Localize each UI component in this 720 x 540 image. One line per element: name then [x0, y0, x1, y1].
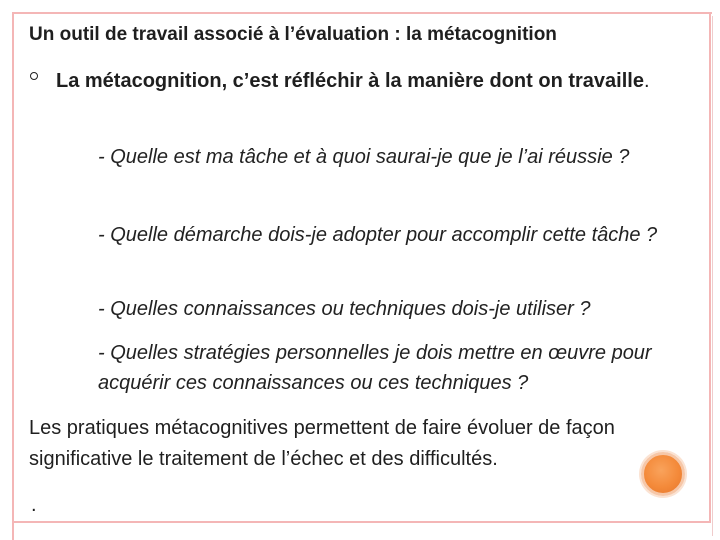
bullet-text-bold: La métacognition, c’est réfléchir à la manière dont on travaille	[56, 70, 644, 92]
trailing-dot: .	[31, 494, 37, 516]
frame-right-border	[709, 12, 711, 522]
bullet-text-tail: .	[643, 70, 650, 92]
sub-item-2: - Quelle démarche dois-je adopter pour accomplir cette tâche ?	[98, 224, 658, 246]
frame-top-border	[12, 12, 712, 14]
slide-title: Un outil de travail associé à l’évaluation : la métacognition	[29, 24, 557, 45]
sub-item-4: - Quelles stratégies personnelles je dois mettre en œuvre pour acquérir ces connaissances ou ces techniques ?	[98, 342, 652, 394]
frame-bottom-border	[12, 521, 711, 523]
sub-item-1: - Quelle est ma tâche et à quoi saurai-je que je l’ai réussie ?	[98, 146, 630, 168]
frame-left-border	[12, 12, 14, 540]
bullet-circle-icon	[30, 72, 38, 80]
bullet-text	[56, 66, 696, 97]
body-paragraph: Les pratiques métacognitives permettent de faire évoluer de façon significative le traitement de l’échec et des difficultés.	[29, 417, 615, 470]
sub-item-3: - Quelles connaissances ou techniques dois-je utiliser ?	[98, 298, 591, 320]
orange-circle-icon	[641, 452, 685, 496]
frame-right-shadow	[712, 16, 713, 536]
